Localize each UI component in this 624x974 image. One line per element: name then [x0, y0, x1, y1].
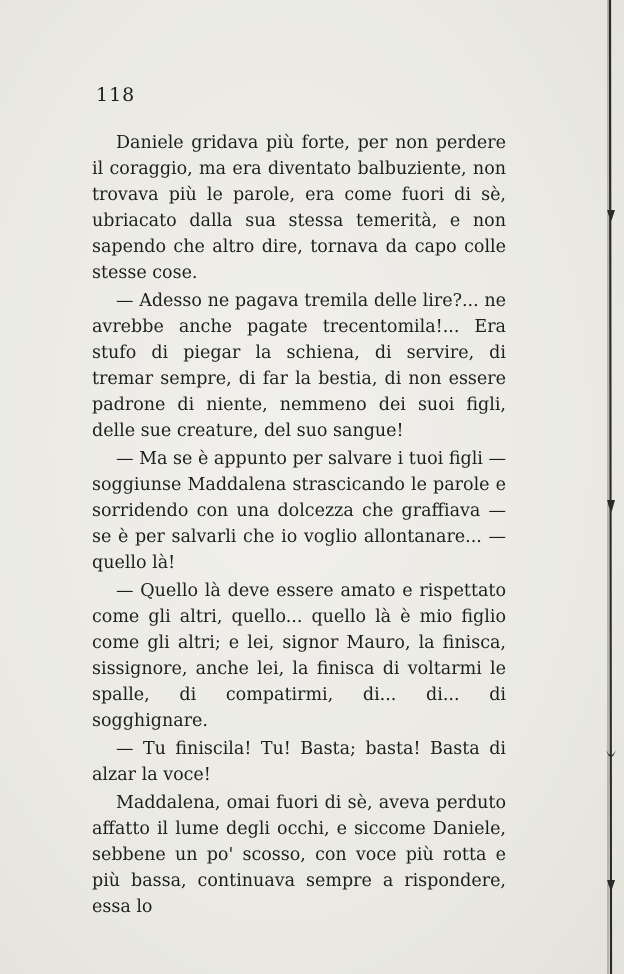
- paragraph: Daniele gridava più forte, per non perdere il coraggio, ma era diventato balbuziente, non trovava più le parole, era come fuori di sè, ubriacato dalla sua stessa temerità, e non sapendo che altro dire, tornava da capo colle stesse cose.: [92, 133, 506, 283]
- paragraph: — Quello là deve essere amato e rispettato come gli altri, quello... quello là è mio figlio come gli altri; e lei, signor Mauro, la finisca, sissignore, anche lei, la finisca di voltarmi le spalle, di compatirmi, di... di... di sogghignare.: [92, 581, 506, 731]
- paragraph: — Ma se è appunto per salvare i tuoi figli — soggiunse Maddalena strascicando le parole e sorridendo con una dolcezza che graffiava — se è per salvarli che io voglio allontanare... — quello là!: [92, 449, 506, 573]
- page-number: 118: [96, 84, 136, 106]
- paragraph: — Adesso ne pagava tremila delle lire?... ne avrebbe anche pagate trecentomila!... Era stufo di piegar la schiena, di servire, di tremar sempre, di far la bestia, di non essere padrone di niente, nemmeno dei suoi figli, delle sue creature, del suo sangue!: [92, 291, 506, 441]
- paragraph: — Tu finiscila! Tu! Basta; basta! Basta di alzar la voce!: [92, 739, 506, 785]
- paragraph: Maddalena, omai fuori di sè, aveva perduto affatto il lume degli occhi, e siccome Daniele, sebbene un po' scosso, con voce più rotta e più bassa, continuava sempre a rispondere, essa lo: [92, 793, 506, 917]
- body-text: [92, 130, 506, 920]
- binding-edge: [604, 0, 618, 974]
